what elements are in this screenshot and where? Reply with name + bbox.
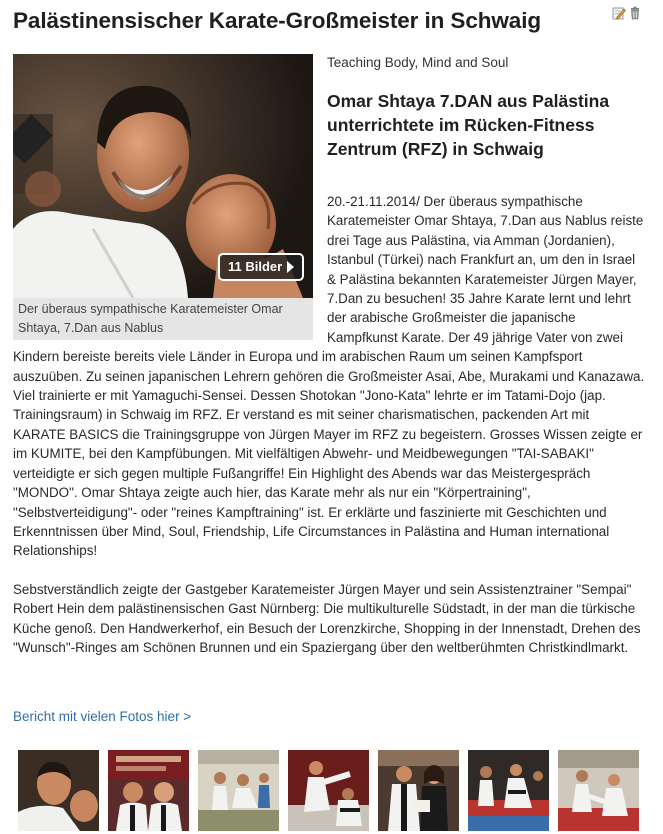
thumbnail-strip xyxy=(18,750,639,831)
article-body xyxy=(13,192,645,657)
thumbnail[interactable] xyxy=(198,750,279,831)
thumbnail[interactable] xyxy=(18,750,99,831)
gallery-count-label: 11 Bilder xyxy=(228,259,283,274)
thumbnail[interactable] xyxy=(108,750,189,831)
thumbnail[interactable] xyxy=(288,750,369,831)
paragraph-2: Sebstverständlich zeigte der Gastgeber Karatemeister Jürgen Mayer und sein Assistenztrainer "Sempai" Robert Hein dem palästinensischen Gast Nürnberg: Die multikulturelle Südstadt, in der man die türkische Küche genoß. Den Handwerkerhof, ein Besuch der Lorenzkirche, Shopping in der Innenstadt, Drehen des "Wunsch"-Ringes am Schönen Brunnen und ein Spaziergang über den weltberühmten Christkindlmarkt. xyxy=(13,581,641,655)
image-float-spacer xyxy=(13,192,327,346)
subheadline: Omar Shtaya 7.DAN aus Palästina unterrichtete im Rücken-Fitness Zentrum (RFZ) in Schwaig xyxy=(327,91,610,159)
delete-icon[interactable] xyxy=(628,6,642,20)
edit-icon[interactable] xyxy=(612,6,626,20)
report-link[interactable]: Bericht mit vielen Fotos hier > xyxy=(13,709,192,724)
tagline: Teaching Body, Mind and Soul xyxy=(327,55,509,70)
thumbnail[interactable] xyxy=(378,750,459,831)
image-caption: Der überaus sympathische Karatemeister Omar Shtaya, 7.Dan aus Nablus xyxy=(18,302,283,335)
article-tools xyxy=(612,6,642,20)
thumbnail[interactable] xyxy=(558,750,639,831)
article-title: Palästinensischer Karate-Großmeister in Schwaig xyxy=(13,8,541,33)
paragraph-1: 20.-21.11.2014/ Der überaus sympathische Karatemeister Omar Shtaya, 7.Dan aus Nablus reiste drei Tage aus Palästina, via Amman (Jordanien), Istanbul (Türkei) nach Frankfurt an, um den in Israel & Palästina bekannten Karatemeister Jürgen Mayer, 7.Dan zu besuchen! 35 Jahre Karate lernt und lehrt der arabische Großmeister die japanische Kampfkunst Karate. Der 49 jährige Vater von zwei Kindern bereiste bereits viele Länder in Europa und im arabischen Raum um seinen Kampfsport auszuüben. Zu seinen japanischen Lehrern gehören die Großmeister Asai, Abe, Murakami und Kanazawa. Viel trainierte er mit Yamaguchi-Sensei. Dessen Shotokan "Jono-Kata" lehrte er im Tatami-Dojo (jap. Trainingsraum) in Schwaig im RFZ. Er verstand es mit seiner charismatischen, packenden Art mit KARATE BASICS die Trainingsgruppe von Jürgen Mayer im RFZ zu begeistern. Grosses Wissen zeigte er im KUMITE, bei den Kampfübungen. Mit vielfältigen Abwehr- und Meidbewegungen "TAI-SABAKI" verteidigte er sich gegen multiple Fußangriffe! Ein Highlight des Abends war das Meistergespräch "MONDO". Omar Shtaya zeigte auch hier, das Karate mehr als nur ein "Körpertraining", "Selbstverteidigung"- oder "reines Kampftraining" ist. Er erklärte und faszinierte mit Geschichten und Erkenntnissen über Mind, Soul, Friendship, Life Circumstances in Palästina and Human international Relationships! xyxy=(13,194,645,559)
thumbnail[interactable] xyxy=(468,750,549,831)
